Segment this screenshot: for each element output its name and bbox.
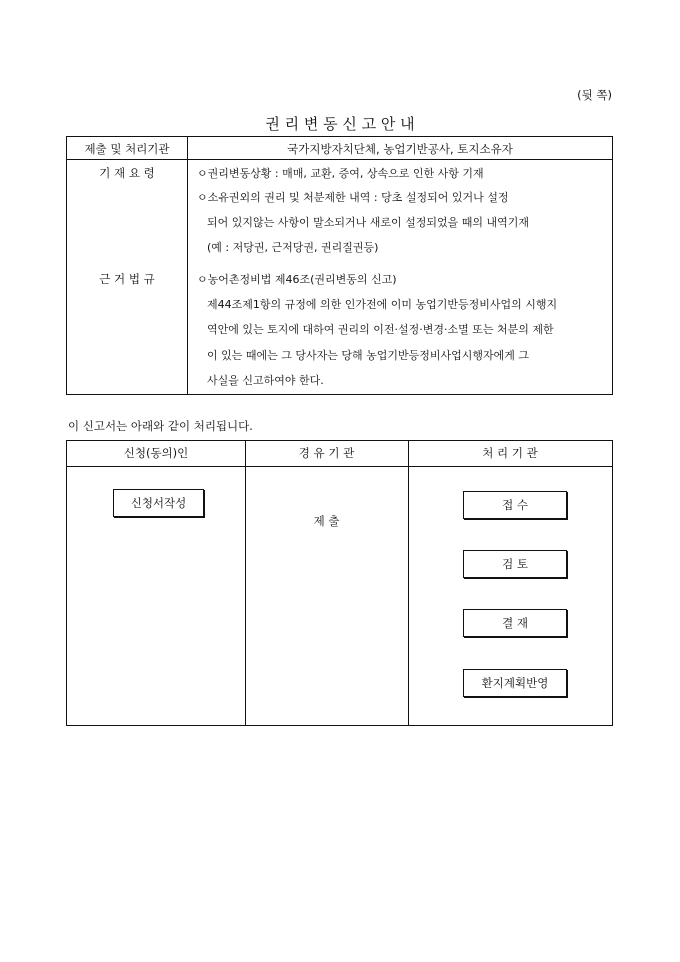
instruction-line: 되어 있지않는 사항이 말소되거나 새로이 설정되었을 때의 내역기재 — [207, 216, 530, 229]
step-replotting-plan: 환지계획반영 — [463, 669, 567, 697]
legal-line: ㅇ농어촌정비법 제46조(권리변동의 신고) — [197, 273, 397, 286]
page-label: (뒷 쪽) — [577, 88, 612, 102]
process-intro: 이 신고서는 아래와 같이 처리됩니다. — [68, 419, 253, 433]
legal-line: 사실을 신고하여야 한다. — [207, 374, 324, 387]
header-processing: 처 리 기 관 — [482, 446, 538, 460]
header-applicant: 신청(동의)인 — [123, 446, 189, 460]
step-submission: 제 출 — [313, 514, 340, 528]
process-table — [66, 440, 613, 726]
instruction-line: (예 : 저당권, 근저당권, 권리질권등) — [207, 241, 379, 254]
legal-line: 이 있는 때에는 그 당사자는 당해 농업기반등정비사업시행자에게 그 — [207, 349, 530, 362]
legal-line: 제44조제1항의 규정에 의한 인가전에 이미 농업기반등정비사업의 시행지 — [207, 298, 558, 311]
step-application: 신청서작성 — [113, 489, 204, 517]
step-receipt: 접 수 — [463, 491, 567, 519]
row-label-agency: 제출 및 처리기관 — [84, 142, 170, 156]
header-via: 경 유 기 관 — [298, 446, 355, 460]
legal-line: 역안에 있는 토지에 대하여 권리의 이전·설정·변경·소멸 또는 처분의 제한 — [207, 323, 554, 336]
row-value-agency: 국가지방자치단체, 농업기반공사, 토지소유자 — [287, 142, 513, 156]
page-title: 권 리 변 동 신 고 안 내 — [265, 115, 415, 133]
instruction-line: ㅇ권리변동상황 : 매매, 교환, 증여, 상속으로 인한 사항 기재 — [197, 167, 484, 180]
step-approval: 결 재 — [463, 609, 567, 637]
instruction-line: ㅇ소유권외의 권리 및 처분제한 내역 : 당초 설정되어 있거나 설정 — [197, 191, 509, 204]
info-table — [66, 136, 613, 395]
row-label-instructions: 기 재 요 령 — [99, 166, 155, 180]
row-label-legal-basis: 근 거 법 규 — [99, 272, 155, 286]
step-review: 검 토 — [463, 550, 567, 578]
